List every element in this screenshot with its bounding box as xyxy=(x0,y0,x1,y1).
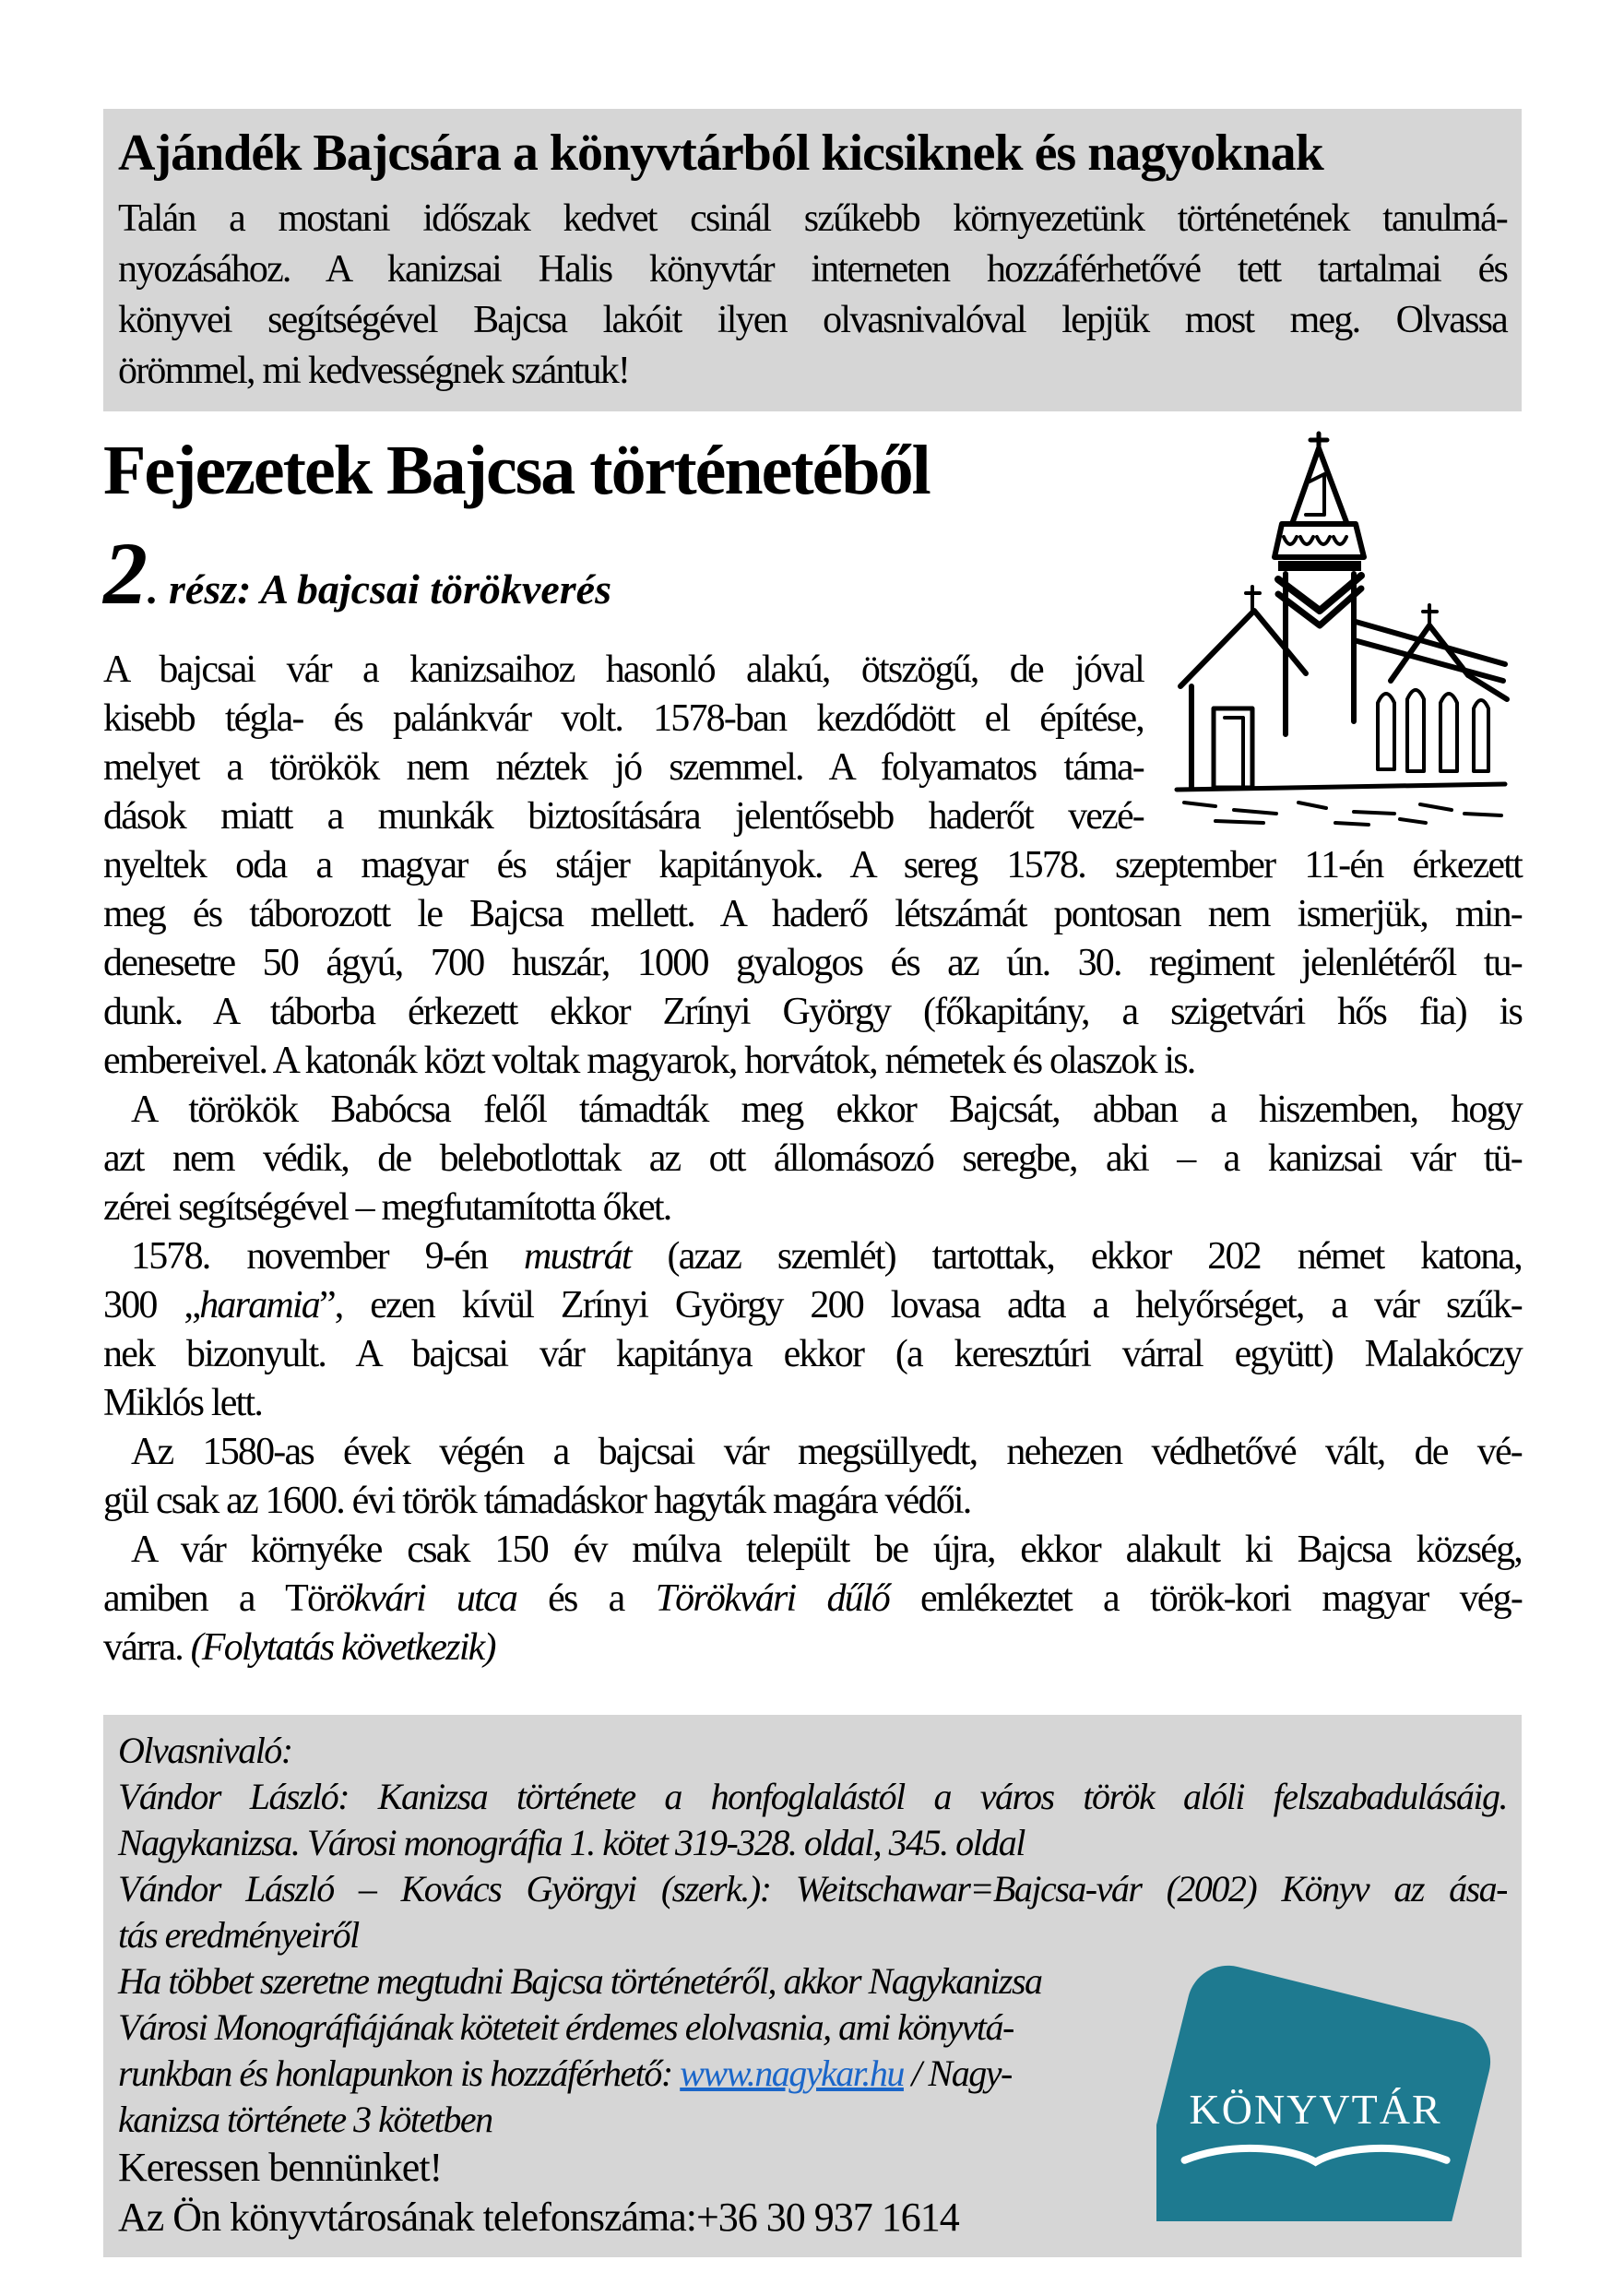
text-segment: nek bizonyult. A bajcsai vár kapitánya ekkor (a keresztúri várral együtt) Malakóczy xyxy=(103,1333,1522,1375)
text-segment: nyozásához. A kanizsai Halis könyvtár interneten hozzáférhetővé tett tartalmai és xyxy=(118,248,1507,291)
text-segment: meg és táborozott le Bajcsa mellett. A haderő létszámát pontosan nem ismerjük, min- xyxy=(103,893,1522,935)
paragraph-3 xyxy=(103,1232,1522,1428)
text-segment: mustrát xyxy=(523,1235,631,1278)
text-segment: várra. xyxy=(103,1626,191,1669)
nagykar-link[interactable]: www.nagykar.hu xyxy=(680,2052,904,2094)
subtitle-part-number: 2 xyxy=(103,524,148,623)
text-line xyxy=(103,1037,1522,1086)
church-drawing-image xyxy=(1160,430,1522,828)
text-segment: haramia xyxy=(199,1284,319,1326)
text-segment: Olvasnivaló: xyxy=(118,1730,292,1771)
text-line xyxy=(103,1575,1522,1624)
text-line xyxy=(103,1184,1522,1232)
text-segment: könyvei segítségével Bajcsa lakóit ilyen olvasnivalóval lepjük most meg. Olvassa xyxy=(118,299,1507,341)
header-paragraph xyxy=(118,194,1507,397)
library-logo-label: KÖNYVTÁR xyxy=(1189,2085,1442,2133)
text-segment: melyet a törökök nem néztek jó szemmel. A folyamatos táma- xyxy=(103,746,1144,789)
text-segment: / Nagy- xyxy=(903,2052,1012,2094)
text-segment: A bajcsai vár a kanizsaihoz hasonló alakú, ötszögű, de jóval xyxy=(103,648,1144,691)
text-segment: A törökök Babócsa felől támadták meg ekkor Bajcsát, abban a hiszemben, hogy xyxy=(131,1089,1522,1131)
text-segment: kisebb tégla- és palánkvár volt. 1578-ban kezdődött el építése, xyxy=(103,697,1144,740)
library-logo-card xyxy=(1156,1958,1499,2221)
text-line xyxy=(118,1728,1507,1774)
text-segment: Törökvári dűlő xyxy=(655,1577,889,1620)
text-segment: ökvári utca xyxy=(336,1577,517,1620)
text-segment: embereivel. A katonák közt voltak magyarok, horvátok, németek és olaszok is. xyxy=(103,1040,1195,1082)
text-segment: zérei segítségével – megfutamította őket. xyxy=(103,1186,671,1229)
subtitle-text: . rész: A bajcsai törökverés xyxy=(148,565,611,613)
church-illustration xyxy=(1144,430,1522,828)
paragraph-4 xyxy=(103,1428,1522,1526)
text-segment: A vár környéke csak 150 év múlva települt be újra, ekkor alakult ki Bajcsa község, xyxy=(131,1529,1522,1571)
text-segment: denesetre 50 ágyú, 700 huszár, 1000 gyalogos és az ún. 30. regiment jelenlétéről tu- xyxy=(103,942,1522,984)
text-segment: dunk. A táborba érkezett ekkor Zrínyi György (főkapitány, a szigetvári hős fia) is xyxy=(103,991,1522,1033)
text-segment: Vándor László – Kovács Györgyi (szerk.): Weitschawar=Bajcsa-vár (2002) Könyv az ása- xyxy=(118,1868,1507,1909)
text-line xyxy=(103,939,1522,988)
text-segment: Talán a mostani időszak kedvet csinál szűkebb környezetünk történetének tanulmá- xyxy=(118,197,1507,240)
text-segment: azt nem védik, de belebotlottak az ott állomásozó seregbe, aki – a kanizsai vár tü- xyxy=(103,1137,1522,1180)
text-line xyxy=(103,1281,1522,1330)
open-book-icon xyxy=(1179,2135,1452,2168)
text-line xyxy=(103,988,1522,1037)
reading-list xyxy=(118,1728,1507,1958)
paragraph-5 xyxy=(103,1526,1522,1672)
text-segment: Ha többet szeretne megtudni Bajcsa történetéről, akkor Nagykanizsa xyxy=(118,1960,1042,2002)
text-line xyxy=(103,1379,1522,1428)
text-segment: emlékeztet a török-kori magyar vég- xyxy=(888,1577,1522,1620)
text-line xyxy=(103,1232,1522,1281)
text-segment: amiben a Tör xyxy=(103,1577,337,1620)
text-line xyxy=(118,1774,1507,1820)
text-segment: örömmel, mi kedvességnek szántuk! xyxy=(118,350,630,392)
text-line xyxy=(118,1866,1507,1912)
text-line xyxy=(103,890,1522,939)
text-line xyxy=(118,244,1507,295)
text-segment: 300 „ xyxy=(103,1284,200,1326)
text-line xyxy=(103,1330,1522,1379)
text-segment: ”, ezen kívül Zrínyi György 200 lovasa adta a helyőrséget, a vár szűk- xyxy=(318,1284,1522,1326)
text-segment: dások miatt a munkák biztosítására jelentősebb haderőt vezé- xyxy=(103,795,1144,838)
text-line xyxy=(103,1526,1522,1575)
text-segment: 1578. november 9-én xyxy=(131,1235,524,1278)
library-logo-content xyxy=(1161,2087,1471,2168)
text-segment: Az 1580-as évek végén a bajcsai vár megsüllyedt, nehezen védhetővé vált, de vé- xyxy=(131,1431,1522,1473)
text-segment: (azaz szemlét) tartottak, ekkor 202 német katona, xyxy=(630,1235,1522,1278)
text-segment: Vándor László: Kanizsa története a honfoglalástól a város török alóli felszabadulásáig. xyxy=(118,1776,1507,1817)
text-line xyxy=(103,1086,1522,1135)
text-segment: Keressen bennünket! xyxy=(118,2145,443,2190)
text-segment: nyeltek oda a magyar és stájer kapitányok. A sereg 1578. szeptember 11-én érkezett xyxy=(103,844,1522,886)
text-line xyxy=(103,1135,1522,1184)
text-segment: Városi Monográfiájának köteteit érdemes elolvasnia, ami könyvtá- xyxy=(118,2006,1014,2048)
text-line xyxy=(118,1820,1507,1866)
text-segment: kanizsa története 3 kötetben xyxy=(118,2099,492,2140)
reading-box xyxy=(103,1715,1522,2257)
text-line xyxy=(118,1912,1507,1958)
text-line xyxy=(118,346,1507,397)
text-segment: tás eredményeiről xyxy=(118,1914,359,1956)
text-line xyxy=(103,1428,1522,1477)
text-line xyxy=(118,295,1507,346)
header-title: Ajándék Bajcsára a könyvtárból kicsiknek és nagyoknak xyxy=(118,125,1323,182)
article xyxy=(103,430,1522,1672)
text-segment: gül csak az 1600. évi török támadáskor hagyták magára védői. xyxy=(103,1480,971,1522)
content-column xyxy=(103,109,1522,2257)
text-segment: Az Ön könyvtárosának telefonszáma:+36 30 937 1614 xyxy=(118,2195,959,2240)
header-box xyxy=(103,109,1522,411)
text-segment: runkban és honlapunkon is hozzáférhető: xyxy=(118,2052,681,2094)
text-segment: (Folytatás következik) xyxy=(190,1626,495,1669)
text-line xyxy=(103,841,1522,890)
text-segment: Miklós lett. xyxy=(103,1382,263,1424)
paragraph-2 xyxy=(103,1086,1522,1232)
text-line xyxy=(103,1477,1522,1526)
library-logo xyxy=(1156,1958,1507,2221)
text-segment: Nagykanizsa. Városi monográfia 1. kötet 319-328. oldal, 345. oldal xyxy=(118,1822,1025,1863)
text-line xyxy=(118,194,1507,244)
text-line xyxy=(103,1624,1522,1672)
article-title: Fejezetek Bajcsa történetéből xyxy=(103,432,930,509)
text-segment: és a xyxy=(516,1577,656,1620)
